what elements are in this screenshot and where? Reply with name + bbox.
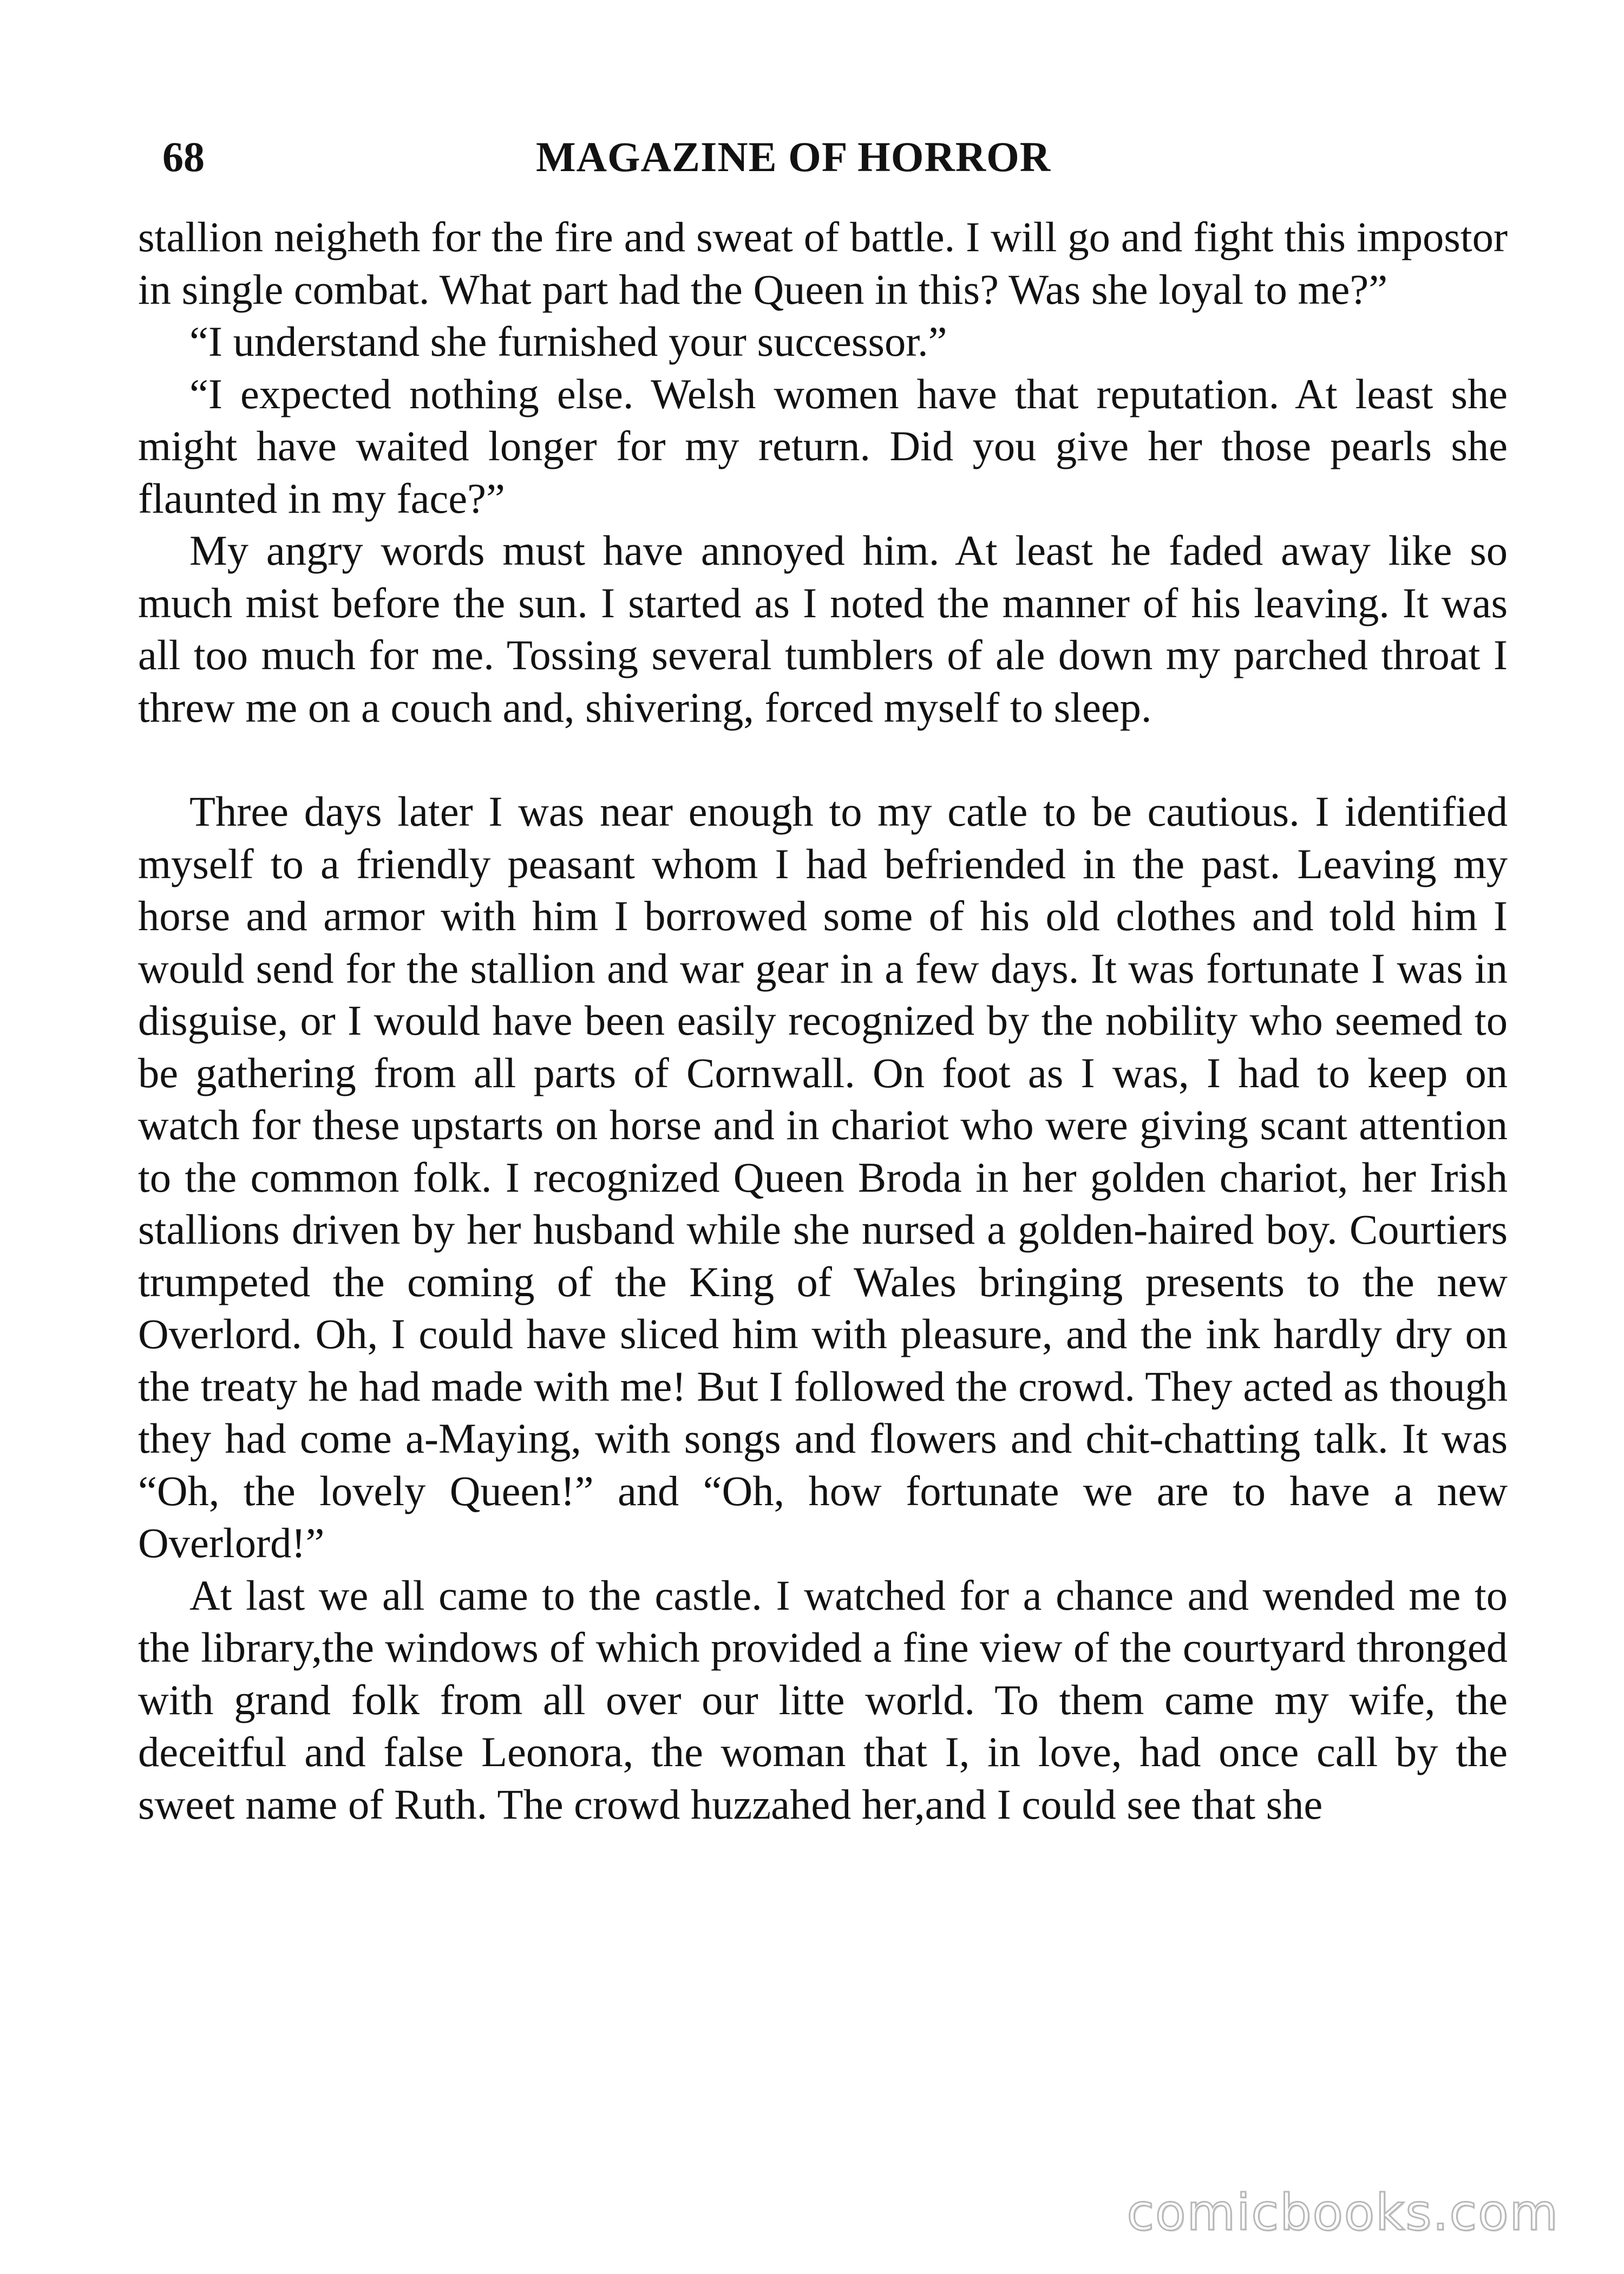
- watermark-logo: comicbooks.com: [1127, 2184, 1559, 2242]
- page-number: 68: [162, 133, 205, 180]
- paragraph-section-start: Three days later I was near enough to my catle to be cautious. I identified myself to a friendly peasant whom I had befriended in the past. Leaving my horse and armor with him I borrowed some of his old clothes and told him I would send for the stallion and war gear in a few days. It was fortunate I was in disguise, or I would have been easily recognized by the nobility who seemed to be gathering from all parts of Cornwall. On foot as I was, I had to keep on watch for these upstarts on horse and in chariot who were giving scant attention to the common folk. I recognized Queen Broda in her golden chariot, her Irish stallions driven by her husband while she nursed a golden-haired boy. Courtiers trumpeted the coming of the King of Wales bringing presents to the new Overlord. Oh, I could have sliced him with pleasure, and the ink hardly dry on the treaty he had made with me! But I followed the crowd. They acted as though they had come a-Maying, with songs and flowers and chit-chatting talk. It was “Oh, the lovely Queen!” and “Oh, how fortunate we are to have a new Overlord!”: [138, 788, 1508, 1566]
- paragraph: At last we all came to the castle. I watched for a chance and wended me to the library,the windows of which provided a fine view of the courtyard thronged with grand folk from all over our litte world. To them came my wife, the deceitful and false Leonora, the woman that I, in love, had once call by the sweet name of Ruth. The crowd huzzahed her,and I could see that she: [138, 1571, 1508, 1828]
- paragraph: My angry words must have annoyed him. At least he faded away like so much mist before the sun. I started as I noted the manner of his leaving. It was all too much for me. Tossing several tumblers of ale down my parched throat I threw me on a couch and, shivering, forced myself to sleep.: [138, 527, 1508, 731]
- paragraph: “I understand she furnished your successor.”: [189, 318, 947, 365]
- body-text: [138, 211, 1508, 1831]
- page-header: [162, 125, 1472, 190]
- running-head: MAGAZINE OF HORROR: [536, 133, 1051, 180]
- paragraph-continuation: stallion neigheth for the fire and sweat of battle. I will go and fight this impostor in single combat. What part had the Queen in this? Was she loyal to me?”: [138, 213, 1508, 313]
- paragraph: “I expected nothing else. Welsh women have that reputation. At least she might have waited longer for my return. Did you give her those pearls she flaunted in my face?”: [138, 370, 1508, 522]
